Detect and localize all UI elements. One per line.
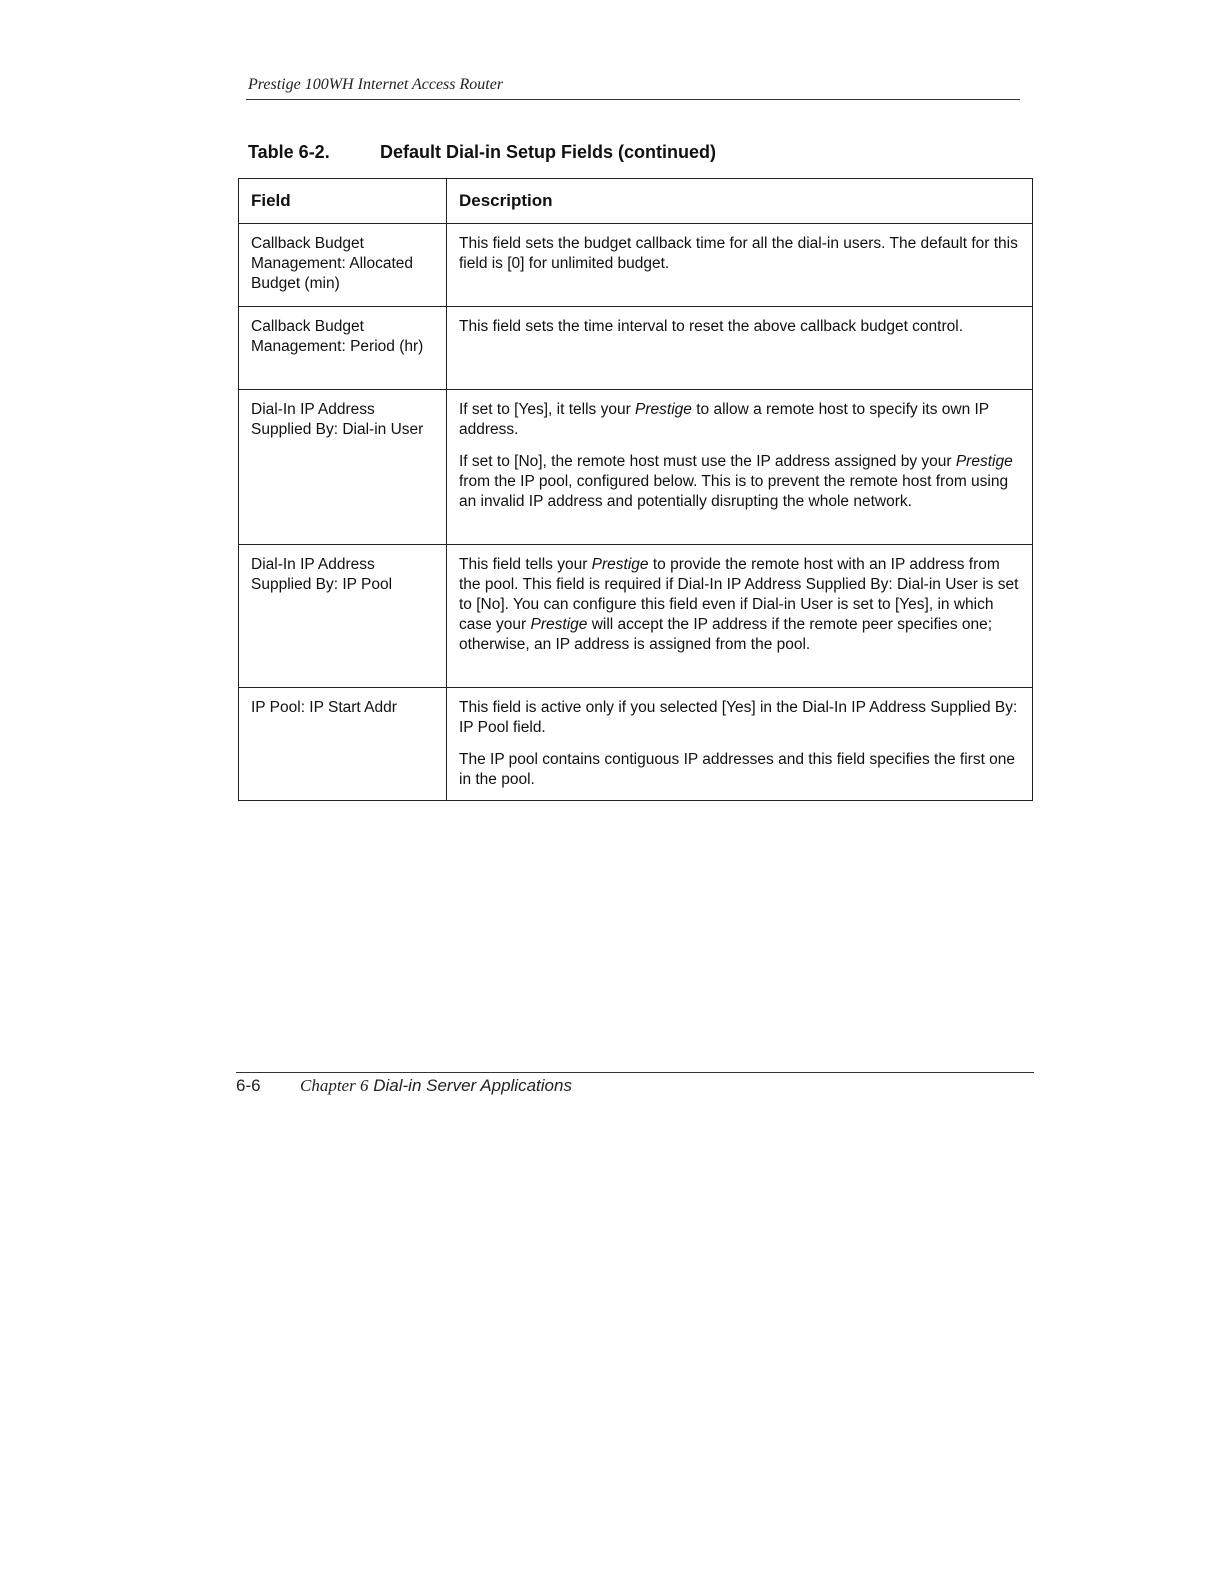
header-rule [246, 99, 1020, 100]
fields-table [238, 178, 1033, 801]
page-number: 6-6 [236, 1076, 261, 1095]
field-description-cell [447, 688, 1033, 801]
description-text: The IP pool contains contiguous IP addresses and this field specifies the first one in the pool. [459, 751, 1016, 788]
description-text: This field sets the time interval to reset the above callback budget control. [459, 318, 964, 335]
product-name-text: Prestige [955, 453, 1013, 470]
table-row [239, 688, 1033, 801]
running-header-title: Prestige 100WH Internet Access Router [248, 76, 504, 93]
table-row [239, 390, 1033, 545]
description-text: to provide the remote host with an IP address from the pool. This field is required if Dial-In IP Address Supplied By: Dial-in User is set to [No]. You can configure this field even if Dial-in User is set to [Yes], in which case your [459, 556, 1019, 633]
table-row [239, 307, 1033, 390]
chapter-label: Chapter 6 [300, 1076, 369, 1095]
product-name-text: Prestige [591, 556, 649, 573]
field-description-cell [447, 224, 1033, 307]
description-text: will accept the IP address if the remote peer specifies one; otherwise, an IP address is assigned from the pool. [459, 616, 993, 653]
field-name-cell: Callback Budget Management: Period (hr) [239, 307, 447, 390]
description-paragraph [459, 555, 1024, 655]
chapter-title: Dial-in Server Applications [373, 1076, 572, 1095]
column-header-field: Field [239, 179, 447, 224]
product-name-text: Prestige [635, 401, 692, 418]
description-paragraph [459, 317, 1024, 337]
field-description-cell [447, 307, 1033, 390]
description-paragraph [459, 234, 1024, 274]
footer-rule [236, 1072, 1034, 1073]
field-name-cell: Callback Budget Management: Allocated Budget (min) [239, 224, 447, 307]
description-text: from the IP pool, configured below. This is to prevent the remote host from using an invalid IP address and potentially disrupting the whole network. [459, 473, 1009, 510]
description-text: This field is active only if you selected [Yes] in the Dial-In IP Address Supplied By: IP Pool field. [459, 699, 1018, 736]
table-row [239, 224, 1033, 307]
description-text: This field tells your [459, 556, 592, 573]
page-footer [236, 1076, 572, 1096]
table-caption [248, 142, 716, 163]
description-text: If set to [Yes], it tells your [459, 401, 636, 418]
table-caption-number: Table 6-2. [248, 142, 330, 162]
column-header-description: Description [447, 179, 1033, 224]
description-text: to allow a remote host to specify its own IP address. [459, 401, 989, 438]
table-body [239, 224, 1033, 801]
table-header-row [239, 179, 1033, 224]
field-description-cell [447, 545, 1033, 688]
field-name-cell: Dial-In IP Address Supplied By: Dial-in User [239, 390, 447, 545]
field-name-cell: Dial-In IP Address Supplied By: IP Pool [239, 545, 447, 688]
field-name-cell: IP Pool: IP Start Addr [239, 688, 447, 801]
description-text: This field sets the budget callback time for all the dial-in users. The default for this field is [0] for unlimited budget. [459, 235, 1018, 272]
description-paragraph [459, 750, 1024, 790]
product-name-text: Prestige [530, 616, 588, 633]
description-text: If set to [No], the remote host must use the IP address assigned by your [459, 453, 956, 470]
table-row [239, 545, 1033, 688]
table-caption-title: Default Dial-in Setup Fields (continued) [380, 142, 717, 162]
description-paragraph [459, 400, 1024, 440]
description-paragraph [459, 452, 1024, 512]
description-paragraph [459, 698, 1024, 738]
field-description-cell [447, 390, 1033, 545]
